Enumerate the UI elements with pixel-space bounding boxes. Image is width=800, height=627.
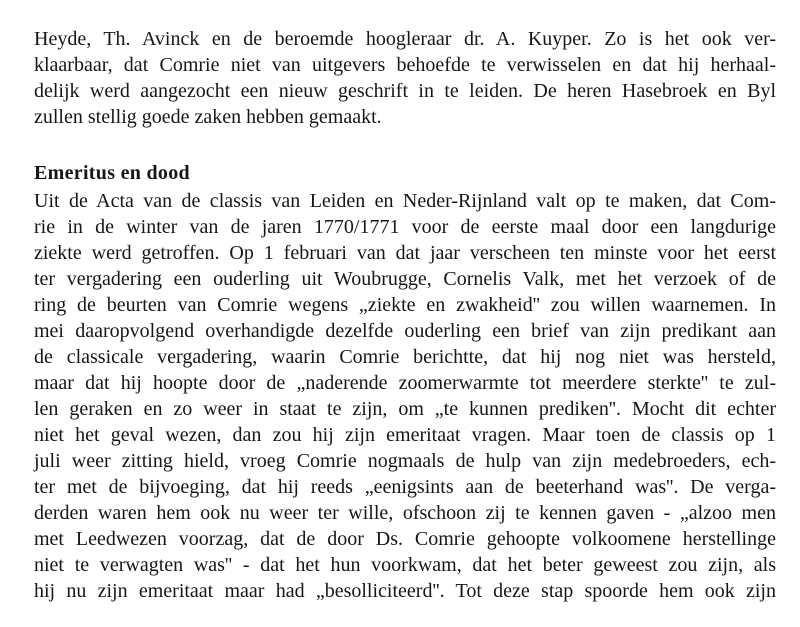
text-line: hij nu zijn emeritaat maar had „besolliciteerd''. Tot deze stap spoorde hem ook zijn — [34, 580, 776, 602]
text-line: zullen stellig goede zaken hebben gemaakt. — [34, 106, 382, 128]
paragraph-spacer — [34, 130, 776, 160]
text-line: juli weer zitting hield, vroeg Comrie nogmaals de hulp van zijn medebroeders, ech- — [34, 450, 776, 472]
text-line: ziekte werd getroffen. Op 1 februari van dat jaar verscheen ten minste voor het eerst — [34, 242, 776, 264]
text-line: Heyde, Th. Avinck en de beroemde hoogleraar dr. A. Kuyper. Zo is het ook ver- — [34, 28, 776, 50]
text-line: met Leedwezen voorzag, dat de door Ds. Comrie gehoopte volkoomene herstellinge — [34, 528, 776, 550]
text-line: maar dat hij hoopte door de „naderende zoomerwarmte tot meerdere sterkte'' te zul- — [34, 372, 776, 394]
text-line: niet te verwagten was'' - dat het hun voorkwam, dat het beter geweest zou zijn, als — [34, 554, 776, 576]
text-line: niet het geval wezen, dan zou hij zijn emeritaat vragen. Maar toen de classis op 1 — [34, 424, 776, 446]
text-line: ter vergadering een ouderling uit Woubrugge, Cornelis Valk, met het verzoek of de — [34, 268, 776, 290]
paragraph-emeritus — [34, 188, 776, 604]
text-line: rie in de winter van de jaren 1770/1771 voor de eerste maal door een langdurige — [34, 216, 776, 238]
text-line: delijk werd aangezocht een nieuw geschrift in te leiden. De heren Hasebroek en Byl — [34, 80, 776, 102]
text-line: mei daaropvolgend overhandigde dezelfde ouderling een brief van zijn predikant aan — [34, 320, 776, 342]
text-line: de classicale vergadering, waarin Comrie berichtte, dat hij nog niet was hersteld, — [34, 346, 776, 368]
text-line: ring de beurten van Comrie wegens „ziekte en zwakheid'' zou willen waarnemen. In — [34, 294, 776, 316]
section-heading: Emeritus en dood — [34, 162, 190, 184]
text-line: Uit de Acta van de classis van Leiden en Neder-Rijnland valt op te maken, dat Com- — [34, 190, 776, 212]
document-page — [34, 26, 776, 604]
paragraph-intro — [34, 26, 776, 130]
text-line: klaarbaar, dat Comrie niet van uitgevers behoefde te verwisselen en dat hij herhaal- — [34, 54, 776, 76]
text-line: ter met de bijvoeging, dat hij reeds „eenigsints aan de beeterhand was''. De verga- — [34, 476, 776, 498]
text-line: len geraken en zo weer in staat te zijn, om „te kunnen prediken''. Mocht dit echter — [34, 398, 776, 420]
text-line: derden waren hem ook nu weer ter wille, ofschoon zij te kennen gaven - „alzoo men — [34, 502, 776, 524]
